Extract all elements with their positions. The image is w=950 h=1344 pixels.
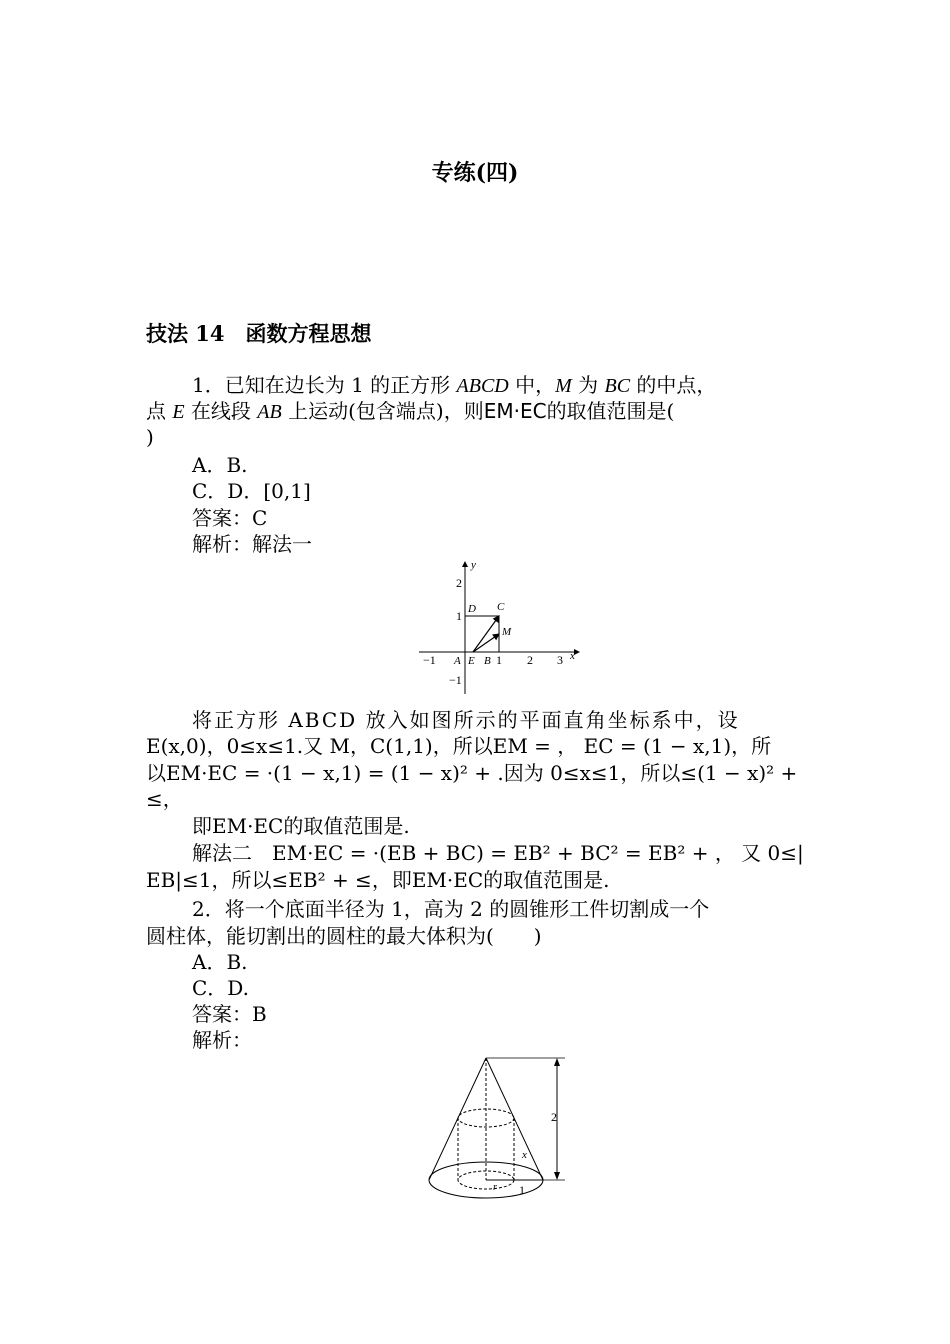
tick-y-2: 2 — [456, 576, 462, 590]
arrow-up-icon — [554, 1058, 560, 1066]
q1-var-bc: BC — [604, 375, 631, 397]
tick-y-neg1: −1 — [449, 673, 462, 687]
section-heading: 技法 14 函数方程思想 — [146, 321, 372, 346]
q1-text: 上运动(包含端点)，则 — [281, 399, 484, 423]
q2-line1: 2．将一个底面半径为 1，高为 2 的圆锥形工件切割成一个 — [192, 897, 710, 921]
q1-var-m: M — [555, 375, 572, 397]
q1-var-e: E — [172, 401, 185, 423]
q1-text: 在线段 — [184, 399, 258, 423]
q1-text: 点 — [146, 399, 173, 423]
sol2-line1: 解法二 EM·EC = ·(EB + BC) = EB² + BC² = EB² + ， 又 0≤| — [192, 841, 804, 865]
coordinate-figure — [415, 556, 585, 698]
q1-text: 的取值范围是( — [546, 399, 675, 423]
page-title: 专练(四) — [431, 160, 519, 186]
q1-text: 的中点， — [630, 373, 717, 397]
axis-y-label: y — [471, 559, 476, 571]
sol1-line2: E(x,0)，0≤x≤1.又 M，C(1,1)，所以EM = ， EC = (1 − x,1)，所 — [146, 734, 772, 758]
height-label: 2 — [551, 1110, 557, 1124]
axis-x-label: x — [570, 650, 575, 662]
radius-label: 1 — [519, 1183, 525, 1197]
sol1-line1: 将正方形 ABCD 放入如图所示的平面直角坐标系中，设 — [192, 708, 740, 732]
q1-text: 1．已知在边长为 1 的正方形 — [192, 373, 457, 397]
q1-answer: 答案：C — [192, 506, 268, 530]
tick-x-3: 3 — [557, 653, 563, 667]
q1-text: 为 — [571, 373, 605, 397]
tick-x-neg1: −1 — [423, 653, 436, 667]
q2-options-cd: C．D. — [192, 976, 249, 1000]
cone-figure — [425, 1052, 575, 1212]
tick-y-1: 1 — [456, 609, 462, 623]
point-d-label: D — [468, 603, 476, 615]
q1-options-cd: C．D．[0,1] — [192, 479, 311, 503]
q1-options-ab: A．B. — [192, 453, 248, 477]
point-e-label: E — [468, 655, 475, 667]
tick-x-1: 1 — [496, 653, 502, 667]
sol1-line3: 以EM·EC = ·(1 − x,1) = (1 − x)² + .因为 0≤x≤1，所以≤(1 − x)² + — [146, 761, 798, 785]
q1-var-abcd: ABCD — [456, 375, 509, 397]
q1-text: 中， — [508, 373, 556, 397]
sol2-line2: EB|≤1，所以≤EB² + ≤，即EM·EC的取值范围是. — [146, 868, 610, 892]
sol1-line4: ≤， — [146, 787, 183, 811]
q1-line1 — [192, 372, 716, 399]
q1-line3: ) — [146, 425, 154, 449]
vector-em — [473, 634, 499, 652]
q1-line2 — [146, 398, 674, 425]
q1-analysis-label: 解析：解法一 — [192, 532, 312, 556]
q2-answer: 答案：B — [192, 1002, 267, 1026]
slant-label: x — [522, 1149, 527, 1161]
tick-x-2: 2 — [527, 653, 533, 667]
point-a-label: A — [454, 655, 461, 667]
point-m-label: M — [502, 626, 512, 638]
q2-analysis-label: 解析： — [192, 1028, 252, 1052]
vector-ec — [473, 616, 499, 652]
point-b-label: B — [484, 655, 491, 667]
q1-vector-expr: EM·EC — [483, 399, 547, 423]
q2-options-ab: A．B. — [192, 950, 248, 974]
arrow-down-icon — [554, 1172, 560, 1180]
r-label: r — [493, 1182, 497, 1193]
point-c-label: C — [497, 601, 505, 613]
q2-line2: 圆柱体，能切割出的圆柱的最大体积为( ) — [146, 924, 542, 948]
sol1-line5: 即EM·EC的取值范围是. — [192, 814, 410, 838]
q1-var-ab: AB — [257, 401, 282, 423]
